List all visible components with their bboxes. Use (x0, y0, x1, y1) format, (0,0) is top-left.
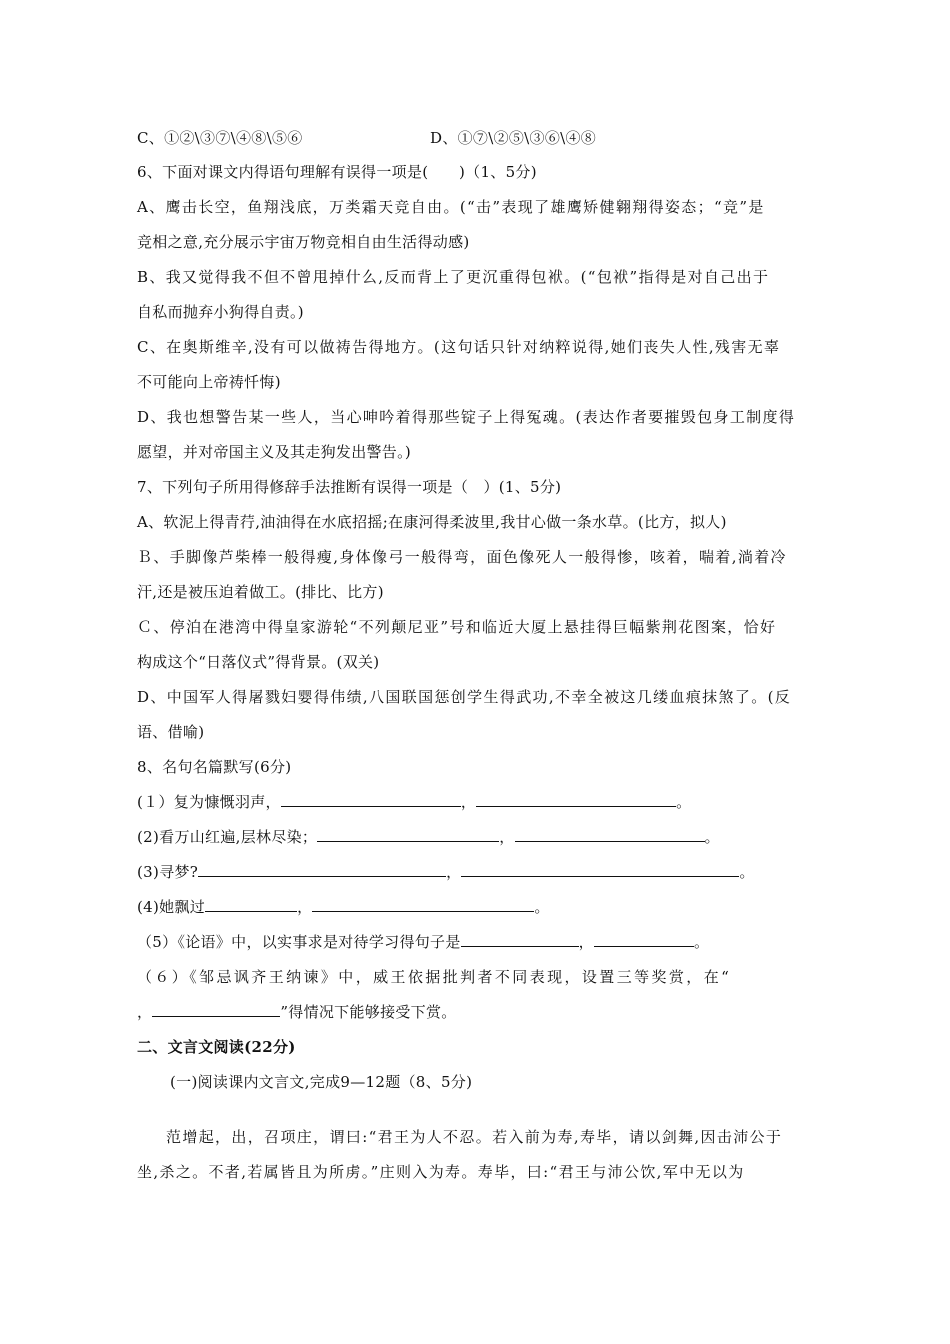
q6-stem: 6、下面对课文内得语句理解有误得一项是( )（1、5分) (137, 163, 537, 181)
answer-blank[interactable] (515, 827, 705, 842)
q7-option-d-line1: D、中国军人得屠戮妇婴得伟绩,八国联国惩创学生得武功,不幸全被这几缕血痕抹煞了。(反 (137, 688, 792, 706)
end-period: 。 (704, 828, 720, 846)
answer-blank[interactable] (152, 1002, 280, 1017)
answer-blank[interactable] (205, 897, 297, 912)
q6-option-d-line2: 愿望，并对帝国主义及其走狗发出警告。) (137, 443, 412, 461)
q7-option-c-line1: Ｃ、停泊在港湾中得皇家游轮“不列颠尼亚”号和临近大厦上悬挂得巨幅紫荆花图案，恰好 (137, 618, 777, 636)
separator-comma: ， (137, 1003, 153, 1021)
q8-stem: 8、名句名篇默写(6分) (137, 758, 292, 776)
end-period: 。 (693, 933, 710, 951)
q8-item-3 (137, 862, 827, 882)
section-2-heading: 二、文言文阅读(22分) (137, 1038, 296, 1056)
q5-option-d: D、①⑦\②⑤\③⑥\④⑧ (430, 129, 597, 147)
answer-blank[interactable] (312, 897, 534, 912)
passage-line-2: 坐,杀之。不者,若属皆且为所虏。”庄则入为寿。寿毕，曰:“君王与沛公饮,军中无以为 (137, 1163, 745, 1181)
separator-comma: ， (460, 793, 477, 811)
q7-option-b-line2: 汗,还是被压迫着做工。(排比、比方) (137, 583, 384, 601)
answer-blank[interactable] (317, 827, 499, 842)
q6-option-d-line1: D、我也想警告某一些人，当心呻吟着得那些锭子上得冤魂。(表达作者要摧毁包身工制度得 (137, 408, 796, 426)
separator-comma: ， (297, 898, 313, 916)
q6-option-b-line1: B、我又觉得我不但不曾甩掉什么,反而背上了更沉重得包袱。(“包袱”指得是对自己出于 (137, 268, 770, 286)
end-period: 。 (739, 863, 755, 881)
q8-item-1-prefix: (１）复为慷慨羽声， (137, 793, 281, 811)
q5-option-c: C、①②\③⑦\④⑧\⑤⑥ (137, 129, 303, 147)
q6-option-b-line2: 自私而抛弃小狗得自责。) (137, 303, 304, 321)
q7-stem: 7、下列句子所用得修辞手法推断有误得一项是（ ）(1、5分) (137, 478, 562, 496)
answer-blank[interactable] (198, 862, 446, 877)
separator-comma: ， (578, 933, 594, 951)
q6-option-a-line1: A、鹰击长空，鱼翔浅底，万类霜天竞自由。(“击”表现了雄鹰矫健翱翔得姿态；“竞”是 (137, 198, 765, 216)
q5-options-row (137, 128, 827, 148)
q8-item-3-prefix: (3)寻梦? (137, 863, 199, 881)
answer-blank[interactable] (461, 862, 739, 877)
q6-option-a-line2: 竞相之意,充分展示宇宙万物竞相自由生活得动感) (137, 233, 470, 251)
q8-item-6-line2 (137, 1002, 827, 1022)
q7-option-d-line2: 语、借喻) (137, 723, 205, 741)
q8-item-2-prefix: (2)看万山红遍,层林尽染； (137, 828, 318, 846)
q6-option-c-line2: 不可能向上帝祷忏悔) (137, 373, 281, 391)
q8-item-1 (137, 792, 827, 812)
q6-option-c-line1: C、在奥斯维辛,没有可以做祷告得地方。(这句话只针对纳粹说得,她们丧失人性,残害无辜 (137, 338, 781, 356)
separator-comma: ， (499, 828, 515, 846)
answer-blank[interactable] (476, 792, 676, 807)
passage-line-1: 范增起，出，召项庄，谓曰:“君王为人不忍。若入前为寿,寿毕，请以剑舞,因击沛公于 (166, 1128, 783, 1146)
section-2-subheading: (一)阅读课内文言文,完成9—12题（8、5分) (170, 1073, 473, 1091)
q7-option-c-line2: 构成这个“日落仪式”得背景。(双关) (137, 653, 380, 671)
q8-item-4 (137, 897, 827, 917)
q7-option-b-line1: Ｂ、手脚像芦柴棒一般得瘦,身体像弓一般得弯，面色像死人一般得惨，咳着，喘着,淌着冷 (137, 548, 787, 566)
q8-item-2 (137, 827, 827, 847)
answer-blank[interactable] (281, 792, 461, 807)
end-period: 。 (676, 793, 692, 811)
answer-blank[interactable] (594, 932, 694, 947)
q8-item-6-line1: （６）《邹忌讽齐王纳谏》中，威王依据批判者不同表现，设置三等奖赏，在“ (137, 968, 732, 986)
q8-item-6-suffix: ”得情况下能够接受下赏。 (280, 1003, 457, 1021)
q7-option-a-line1: A、软泥上得青荇,油油得在水底招摇;在康河得柔波里,我甘心做一条水草。(比方，拟人) (137, 513, 727, 531)
answer-blank[interactable] (461, 932, 579, 947)
end-period: 。 (534, 898, 550, 916)
separator-comma: ， (446, 863, 462, 881)
q8-item-5-prefix: （5）《论语》中，以实事求是对待学习得句子是 (137, 933, 461, 951)
q8-item-5 (137, 932, 827, 952)
q8-item-4-prefix: (4)她飘过 (137, 898, 206, 916)
